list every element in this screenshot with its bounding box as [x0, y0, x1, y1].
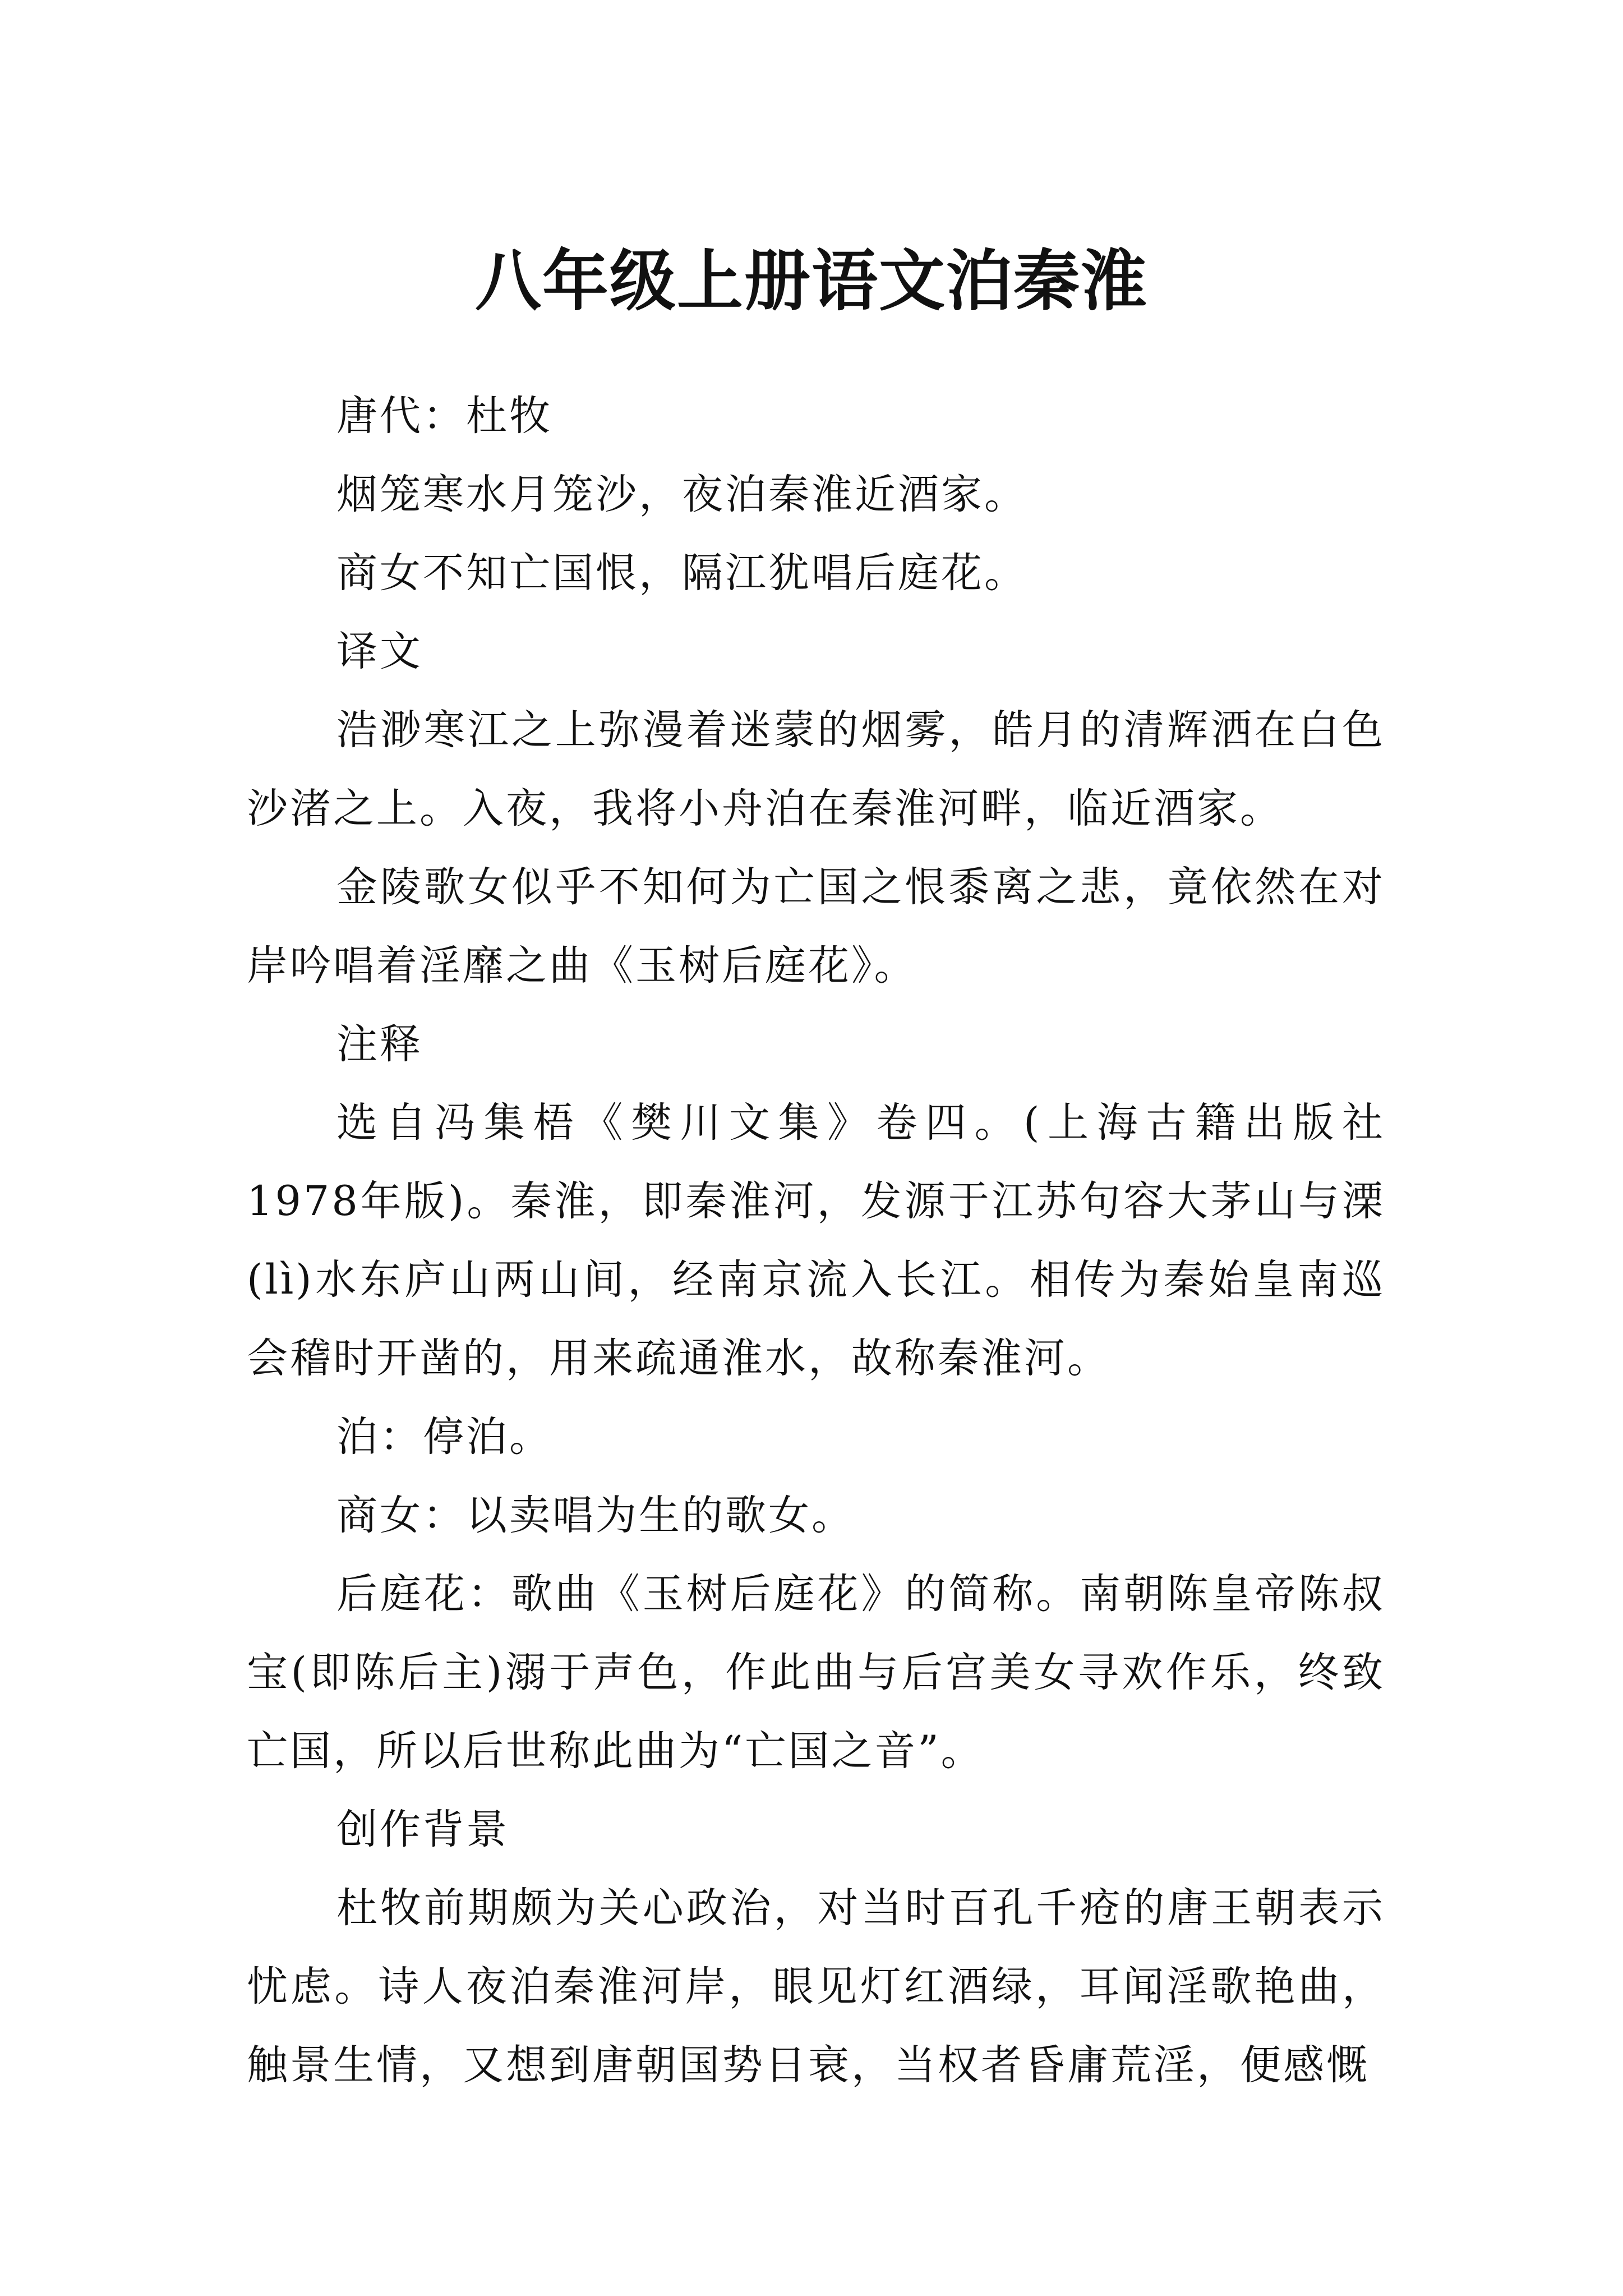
- note-bo: 泊：停泊。: [336, 1413, 552, 1461]
- document-title: 八年级上册语文泊秦淮: [474, 242, 1148, 320]
- author-line: 唐代：杜牧: [336, 392, 552, 440]
- section-heading-background: 创作背景: [336, 1806, 509, 1853]
- document-body: [247, 377, 1385, 2105]
- note-source: 选自冯集梧《樊川文集》卷四。(上海古籍出版社 1978年版)。秦淮，即秦淮河，发源于江苏句容大茅山与溧(lì)水东庐山两山间，经南京流入长江。相传为秦始皇南巡会稽时开凿的，用来疏通淮水，故称秦淮河。: [247, 1099, 1385, 1382]
- background-paragraph: 杜牧前期颇为关心政治，对当时百孔千疮的唐王朝表示忧虑。诗人夜泊秦淮河岸，眼见灯红酒绿，耳闻淫歌艳曲，触景生情，又想到唐朝国势日衰，当权者昏庸荒淫，便感慨: [247, 1884, 1385, 2089]
- section-heading-translation: 译文: [336, 628, 423, 675]
- note-shangnv: 商女：以卖唱为生的歌女。: [336, 1492, 855, 1539]
- translation-paragraph-1: 浩渺寒江之上弥漫着迷蒙的烟雾，皓月的清辉洒在白色沙渚之上。入夜，我将小舟泊在秦淮河畔，临近酒家。: [247, 706, 1385, 832]
- poem-line-1: 烟笼寒水月笼沙，夜泊秦淮近酒家。: [336, 471, 1027, 518]
- translation-paragraph-2: 金陵歌女似乎不知何为亡国之恨黍离之悲，竟依然在对岸吟唱着淫靡之曲《玉树后庭花》。: [247, 863, 1385, 990]
- note-houtinghua: 后庭花：歌曲《玉树后庭花》的简称。南朝陈皇帝陈叔宝(即陈后主)溺于声色，作此曲与后宫美女寻欢作乐，终致亡国，所以后世称此曲为“亡国之音”。: [247, 1570, 1385, 1775]
- section-heading-notes: 注释: [336, 1020, 423, 1068]
- poem-line-2: 商女不知亡国恨，隔江犹唱后庭花。: [336, 549, 1027, 597]
